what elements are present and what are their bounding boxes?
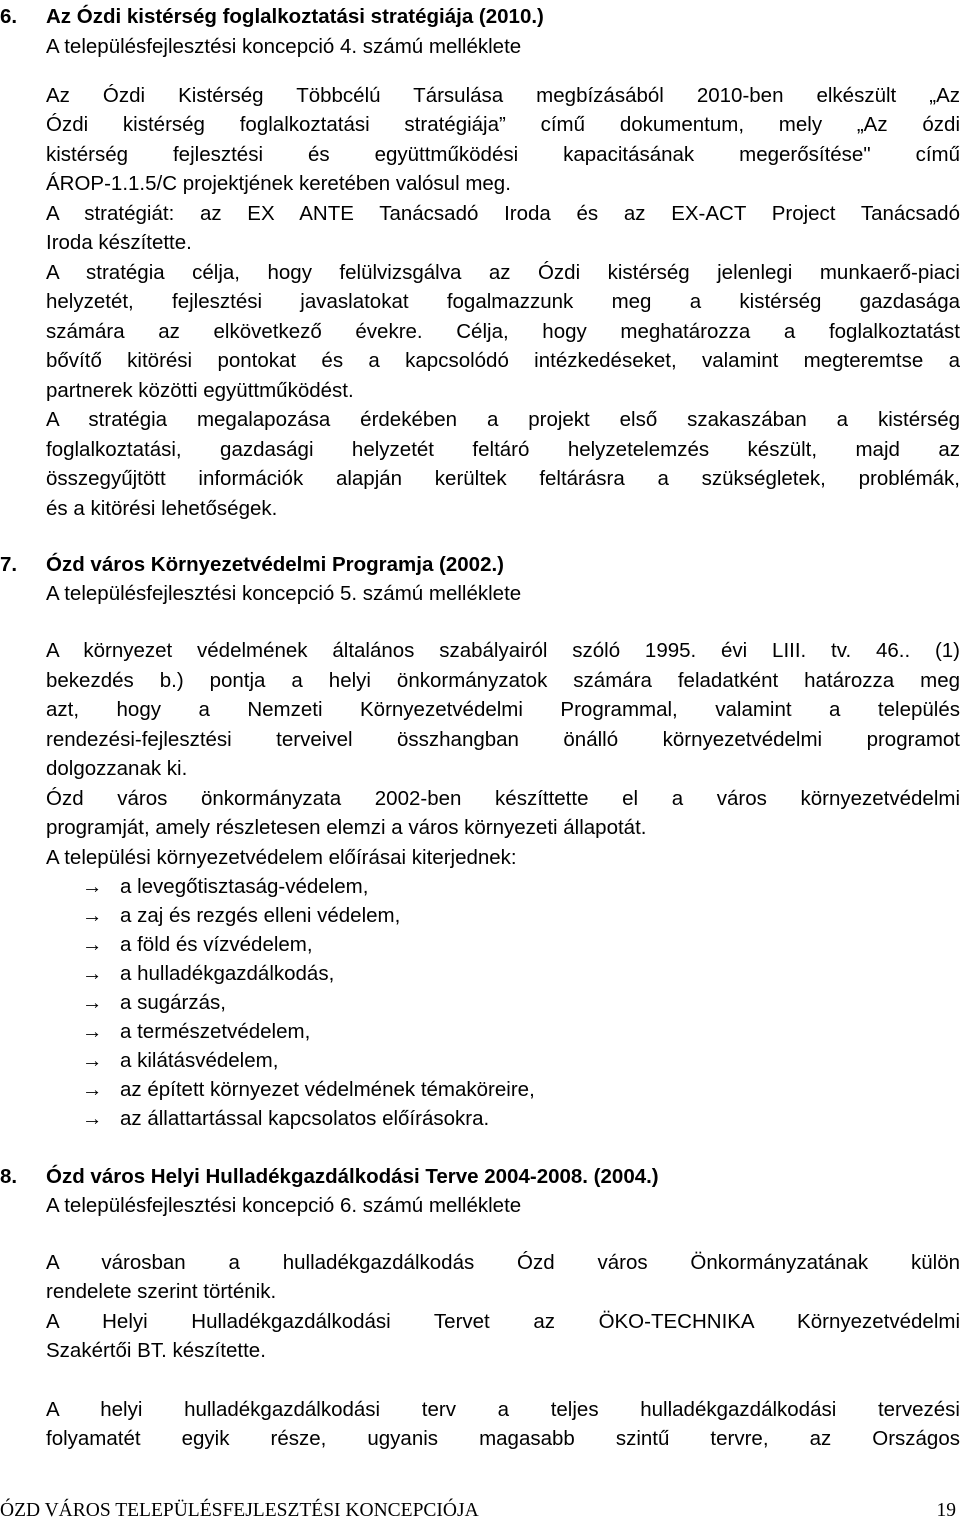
section-8-subtitle: A településfejlesztési koncepció 6. számú melléklete: [46, 1194, 522, 1217]
paragraph-line: A helyi hulladékgazdálkodási terv a teljes hulladékgazdálkodási tervezési: [46, 1398, 960, 1421]
paragraph-line: ÁROP-1.1.5/C projektjének keretében valósul meg.: [46, 172, 511, 195]
list-item: a hulladékgazdálkodás,: [120, 962, 335, 985]
paragraph-line: és a kitörési lehetőségek.: [46, 497, 278, 520]
section-6-title: Az Ózdi kistérség foglalkoztatási stratégiája (2010.): [46, 5, 544, 28]
paragraph-line: rendelete szerint történik.: [46, 1280, 277, 1303]
paragraph-line: bővítő kitörési pontokat és a kapcsolódó intézkedéseket, valamint megteremtse a: [46, 349, 960, 372]
paragraph-line: bekezdés b.) pontja a helyi önkormányzatok számára feladatként határozza meg: [46, 669, 960, 692]
paragraph-line: A stratégiát: az EX ANTE Tanácsadó Iroda és az EX-ACT Project Tanácsadó: [46, 202, 960, 225]
paragraph-line: folyamatét egyik része, ugyanis magasabb szintű tervre, az Országos: [46, 1427, 960, 1450]
paragraph-line: rendezési-fejlesztési terveivel összhangban önálló környezetvédelmi programot: [46, 728, 960, 751]
list-item: a sugárzás,: [120, 991, 226, 1014]
arrow-icon: →: [82, 1020, 103, 1043]
section-7-title: Ózd város Környezetvédelmi Programja (2002.): [46, 553, 505, 576]
paragraph-line: A települési környezetvédelem előírásai kiterjednek:: [46, 846, 517, 869]
paragraph-line: összegyűjtött információk alapján kerültek feltárásra a szükségletek, problémák,: [46, 467, 960, 490]
footer-title: ÓZD VÁROS TELEPÜLÉSFEJLESZTÉSI KONCEPCIÓJA: [0, 1500, 479, 1521]
list-item: az épített környezet védelmének témaköreire,: [120, 1078, 535, 1101]
paragraph-line: helyzetét, fejlesztési javaslatokat fogalmazzunk meg a kistérség gazdasága: [46, 290, 960, 313]
arrow-icon: →: [82, 875, 103, 898]
section-7-number: 7.: [0, 553, 18, 576]
arrow-icon: →: [82, 904, 103, 927]
paragraph-line: partnerek közötti együttműködést.: [46, 379, 354, 402]
section-6-number: 6.: [0, 5, 18, 28]
paragraph-line: foglalkoztatási, gazdasági helyzetét feltáró helyzetelemzés készült, majd az: [46, 438, 960, 461]
paragraph-line: programját, amely részletesen elemzi a város környezeti állapotát.: [46, 816, 647, 839]
paragraph-line: Az Ózdi Kistérség Többcélú Társulása megbízásából 2010-ben elkészült „Az: [46, 84, 960, 107]
arrow-icon: →: [82, 1078, 103, 1101]
section-8-title: Ózd város Helyi Hulladékgazdálkodási Terve 2004-2008. (2004.): [46, 1165, 659, 1188]
paragraph-line: A Helyi Hulladékgazdálkodási Tervet az ÖKO-TECHNIKA Környezetvédelmi: [46, 1310, 960, 1333]
page-number: 19: [936, 1500, 956, 1521]
list-item: a levegőtisztaság-védelem,: [120, 875, 369, 898]
arrow-icon: →: [82, 933, 103, 956]
paragraph-line: Ózdi kistérség foglalkoztatási stratégiája” című dokumentum, mely „Az ózdi: [46, 113, 960, 136]
paragraph-line: A környezet védelmének általános szabályairól szóló 1995. évi LIII. tv. 46.. (1): [46, 639, 960, 662]
arrow-icon: →: [82, 962, 103, 985]
section-7-subtitle: A településfejlesztési koncepció 5. számú melléklete: [46, 582, 522, 605]
paragraph-line: kistérség fejlesztési és együttműködési kapacitásának megerősítése" című: [46, 143, 960, 166]
section-8-number: 8.: [0, 1165, 18, 1188]
list-item: az állattartással kapcsolatos előírásokra.: [120, 1107, 490, 1130]
arrow-icon: →: [82, 1107, 103, 1130]
section-6-subtitle: A településfejlesztési koncepció 4. számú melléklete: [46, 35, 522, 58]
arrow-icon: →: [82, 991, 103, 1014]
paragraph-line: azt, hogy a Nemzeti Környezetvédelmi Programmal, valamint a település: [46, 698, 960, 721]
paragraph-line: Iroda készítette.: [46, 231, 192, 254]
paragraph-line: Ózd város önkormányzata 2002-ben készíttette el a város környezetvédelmi: [46, 787, 960, 810]
paragraph-line: A városban a hulladékgazdálkodás Ózd város Önkormányzatának külön: [46, 1251, 960, 1274]
arrow-icon: →: [82, 1049, 103, 1072]
paragraph-line: A stratégia célja, hogy felülvizsgálva az Ózdi kistérség jelenlegi munkaerő-piaci: [46, 261, 960, 284]
list-item: a kilátásvédelem,: [120, 1049, 279, 1072]
list-item: a föld és vízvédelem,: [120, 933, 313, 956]
paragraph-line: A stratégia megalapozása érdekében a projekt első szakaszában a kistérség: [46, 408, 960, 431]
paragraph-line: Szakértői BT. készítette.: [46, 1339, 266, 1362]
paragraph-line: dolgozzanak ki.: [46, 757, 188, 780]
paragraph-line: számára az elkövetkező évekre. Célja, hogy meghatározza a foglalkoztatást: [46, 320, 960, 343]
list-item: a természetvédelem,: [120, 1020, 311, 1043]
list-item: a zaj és rezgés elleni védelem,: [120, 904, 401, 927]
